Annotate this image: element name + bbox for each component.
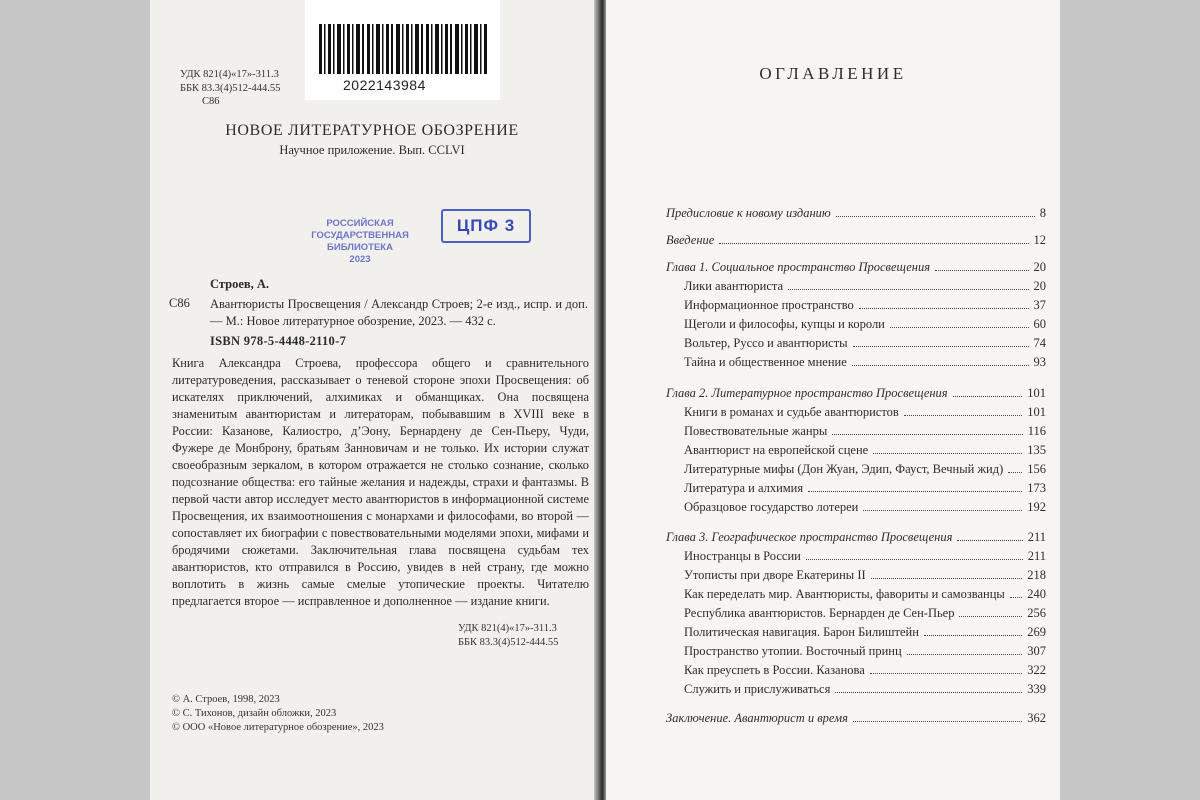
toc-page-number: 269 bbox=[1027, 625, 1046, 639]
toc-entry-title: Как преуспеть в России. Казанова bbox=[684, 663, 865, 677]
toc-dot-leader bbox=[835, 692, 1022, 693]
toc-page-number: 322 bbox=[1027, 663, 1046, 677]
toc-entry bbox=[684, 568, 1046, 586]
toc-page-number: 60 bbox=[1033, 317, 1046, 331]
toc-entry-title: Глава 2. Литературное пространство Просвещения bbox=[666, 386, 948, 400]
toc-entry bbox=[684, 317, 1046, 335]
udk-bbk-top bbox=[180, 68, 280, 96]
bbk-line: ББК 83.3(4)512-444.55 bbox=[458, 637, 559, 648]
toc-entry-title: Лики авантюриста bbox=[684, 279, 784, 293]
stamp-line: РОССИЙСКАЯ bbox=[326, 218, 394, 229]
toc-dot-leader bbox=[863, 510, 1022, 511]
toc-entry bbox=[684, 625, 1046, 643]
barcode-sticker bbox=[305, 0, 500, 100]
toc-entry-title: Книги в романах и судьбе авантюристов bbox=[684, 405, 899, 419]
bbk-line: ББК 83.3(4)512-444.55 bbox=[180, 83, 281, 94]
toc-dot-leader bbox=[859, 308, 1029, 309]
toc-page-number: 101 bbox=[1027, 386, 1046, 400]
toc-dot-leader bbox=[870, 673, 1022, 674]
toc-entry-title: Республика авантюристов. Бернарден де Сен-Пьер bbox=[684, 606, 955, 620]
series-line: Научное приложение. Вып. CCLVI bbox=[279, 143, 465, 157]
toc-page-number: 256 bbox=[1027, 606, 1046, 620]
stamp-line: ГОСУДАРСТВЕННАЯ bbox=[311, 230, 409, 241]
toc-entry bbox=[666, 386, 1046, 404]
toc-entry bbox=[684, 606, 1046, 624]
toc-title: ОГЛАВЛЕНИЕ bbox=[759, 64, 907, 83]
toc-entry bbox=[684, 481, 1046, 499]
bibliographic-entry: Авантюристы Просвещения / Александр Строев; 2-е изд., испр. и доп. — М.: Новое литературное обозрение, 2023. — 432 с. bbox=[210, 297, 588, 328]
toc-entry bbox=[684, 587, 1046, 605]
copyright-line: © С. Тихонов, дизайн обложки, 2023 bbox=[172, 708, 337, 719]
toc-page-number: 240 bbox=[1027, 587, 1046, 601]
toc-page-number: 37 bbox=[1033, 298, 1046, 312]
toc-entry-title: Литературные мифы (Дон Жуан, Эдип, Фауст, Вечный жид) bbox=[684, 462, 1004, 476]
toc-dot-leader bbox=[953, 396, 1023, 397]
barcode-icon bbox=[319, 24, 487, 74]
toc-page-number: 74 bbox=[1033, 336, 1046, 350]
toc-entry-title: Политическая навигация. Барон Билиштейн bbox=[684, 625, 919, 639]
toc-entry-title: Предисловие к новому изданию bbox=[666, 206, 831, 220]
toc-dot-leader bbox=[871, 578, 1023, 579]
toc-entry bbox=[666, 530, 1046, 548]
stamp-line: БИБЛИОТЕКА bbox=[327, 242, 393, 253]
toc-entry-title: Заключение. Авантюрист и время bbox=[666, 711, 848, 725]
toc-entry bbox=[666, 206, 1046, 224]
stamp-line: 2023 bbox=[349, 254, 371, 265]
isbn: ISBN 978-5-4448-2110-7 bbox=[210, 334, 347, 348]
toc-page-number: 339 bbox=[1027, 682, 1046, 696]
toc-page-number: 192 bbox=[1027, 500, 1046, 514]
toc-dot-leader bbox=[907, 654, 1023, 655]
toc-dot-leader bbox=[873, 453, 1022, 454]
toc-entry-title: Пространство утопии. Восточный принц bbox=[684, 644, 902, 658]
toc-page-number: 20 bbox=[1033, 260, 1046, 274]
toc-page-number: 101 bbox=[1027, 405, 1046, 419]
udk-bbk-bottom bbox=[458, 622, 558, 650]
toc-entry-title: Утописты при дворе Екатерины II bbox=[684, 568, 866, 582]
toc-entry bbox=[684, 355, 1046, 373]
author-heading: Строев, А. bbox=[210, 277, 270, 291]
toc-entry bbox=[666, 233, 1046, 251]
toc-dot-leader bbox=[957, 540, 1022, 541]
toc-entry bbox=[684, 443, 1046, 461]
toc-entry-title: Глава 1. Социальное пространство Просвещения bbox=[666, 260, 931, 274]
toc-entry-title: Вольтер, Руссо и авантюристы bbox=[684, 336, 848, 350]
toc-page-number: 12 bbox=[1033, 233, 1046, 247]
toc-entry-title: Тайна и общественное мнение bbox=[684, 355, 847, 369]
toc-entry-title: Глава 3. Географическое пространство Просвещения bbox=[666, 530, 953, 544]
toc-dot-leader bbox=[1010, 597, 1022, 598]
book-annotation: Книга Александра Строева, профессора общего и сравнительного литературоведения, рассказывает о теневой стороне эпохи Просвещения: об искателях приключений, алхимиках и обманщиках. Она посвящена знаменитым авантюристам и литераторам, побывавшим в XVIII веке в России: Казанове, Калиостро, д’Эону, Бернардену де Сен-Пьеру, Чуди, Фужере де Монброну, братьям Занновичам и не только. Их истории служат своеобразным зеркалом, в котором отражается не столько сознание, сколько подсознание общества: его тайные желания и надежды, страхи и фантазмы. В первой части автор исследует место авантюристов в информационной системе Просвещения, их взаимоотношения с монархами и философами, во второй — сопоставляет их биографии с повествовательными моделями эпохи, мифами и бродячими сюжетами. Заключительная глава посвящена судьбам тех авантюристов, кто отправился в Россию, увидев в ней страну, где можно воплотить в жизнь самые смелые утопические проекты. Читателю предлагается второе — исправленное и дополненное — издание книги. bbox=[172, 356, 589, 608]
toc-entry-title: Как переделать мир. Авантюристы, фавориты и самозванцы bbox=[684, 587, 1005, 601]
toc-entry-title: Иностранцы в России bbox=[684, 549, 801, 563]
toc-entry bbox=[684, 336, 1046, 354]
toc-entry bbox=[684, 663, 1046, 681]
toc-dot-leader bbox=[1008, 472, 1022, 473]
toc-dot-leader bbox=[808, 491, 1022, 492]
toc-entry bbox=[684, 462, 1046, 480]
toc-entry bbox=[684, 279, 1046, 297]
toc-page-number: 173 bbox=[1027, 481, 1046, 495]
toc-dot-leader bbox=[806, 559, 1023, 560]
library-stamp bbox=[305, 218, 415, 266]
toc-dot-leader bbox=[924, 635, 1022, 636]
toc-entry-title: Информационное пространство bbox=[684, 298, 854, 312]
toc-entry-title: Повествовательные жанры bbox=[684, 424, 828, 438]
copyright-block bbox=[172, 693, 384, 735]
toc-entry-title: Щеголи и философы, купцы и короли bbox=[684, 317, 885, 331]
toc-page-number: 362 bbox=[1027, 711, 1046, 725]
toc-dot-leader bbox=[904, 415, 1022, 416]
toc-entry bbox=[666, 260, 1046, 278]
book-spine-gutter bbox=[594, 0, 606, 800]
toc-dot-leader bbox=[890, 327, 1029, 328]
toc-entry bbox=[684, 405, 1046, 423]
copyright-line: © А. Строев, 1998, 2023 bbox=[172, 694, 280, 705]
udk-line: УДК 821(4)«17»-311.3 bbox=[180, 69, 279, 80]
toc-dot-leader bbox=[719, 243, 1028, 244]
author-mark-top: С86 bbox=[202, 96, 220, 107]
toc-dot-leader bbox=[832, 434, 1022, 435]
toc-page-number: 211 bbox=[1027, 530, 1046, 544]
copyright-line: © ООО «Новое литературное обозрение», 2023 bbox=[172, 722, 384, 733]
toc-entry-title: Служить и прислуживаться bbox=[684, 682, 831, 696]
barcode-number: 2022143984 bbox=[343, 77, 426, 93]
toc-page-number: 135 bbox=[1027, 443, 1046, 457]
toc-page-number: 218 bbox=[1027, 568, 1046, 582]
toc-entry bbox=[684, 298, 1046, 316]
toc-page-number: 93 bbox=[1033, 355, 1046, 369]
toc-page-number: 20 bbox=[1033, 279, 1046, 293]
toc-entry bbox=[684, 500, 1046, 518]
toc-entry bbox=[684, 424, 1046, 442]
cpf-stamp: ЦПФ 3 bbox=[441, 209, 531, 243]
toc-entry bbox=[684, 644, 1046, 662]
toc-entry-title: Введение bbox=[666, 233, 715, 247]
publisher-name: НОВОЕ ЛИТЕРАТУРНОЕ ОБОЗРЕНИЕ bbox=[225, 122, 519, 139]
toc-page-number: 307 bbox=[1027, 644, 1046, 658]
toc-dot-leader bbox=[935, 270, 1028, 271]
toc-entry bbox=[684, 682, 1046, 700]
toc-entry-title: Авантюрист на европейской сцене bbox=[684, 443, 869, 457]
toc-dot-leader bbox=[853, 346, 1029, 347]
toc-page-number: 211 bbox=[1027, 549, 1046, 563]
toc-dot-leader bbox=[959, 616, 1022, 617]
toc-page-number: 156 bbox=[1027, 462, 1046, 476]
toc-dot-leader bbox=[853, 721, 1022, 722]
toc-dot-leader bbox=[788, 289, 1028, 290]
toc-dot-leader bbox=[852, 365, 1029, 366]
toc-entry bbox=[666, 711, 1046, 729]
author-mark-entry: С86 bbox=[169, 296, 190, 310]
toc-entry-title: Образцовое государство лотереи bbox=[684, 500, 859, 514]
toc-page-number: 116 bbox=[1027, 424, 1046, 438]
udk-line: УДК 821(4)«17»-311.3 bbox=[458, 623, 557, 634]
toc-dot-leader bbox=[836, 216, 1035, 217]
toc-page-number: 8 bbox=[1039, 206, 1046, 220]
toc-entry-title: Литература и алхимия bbox=[684, 481, 804, 495]
toc-entry bbox=[684, 549, 1046, 567]
